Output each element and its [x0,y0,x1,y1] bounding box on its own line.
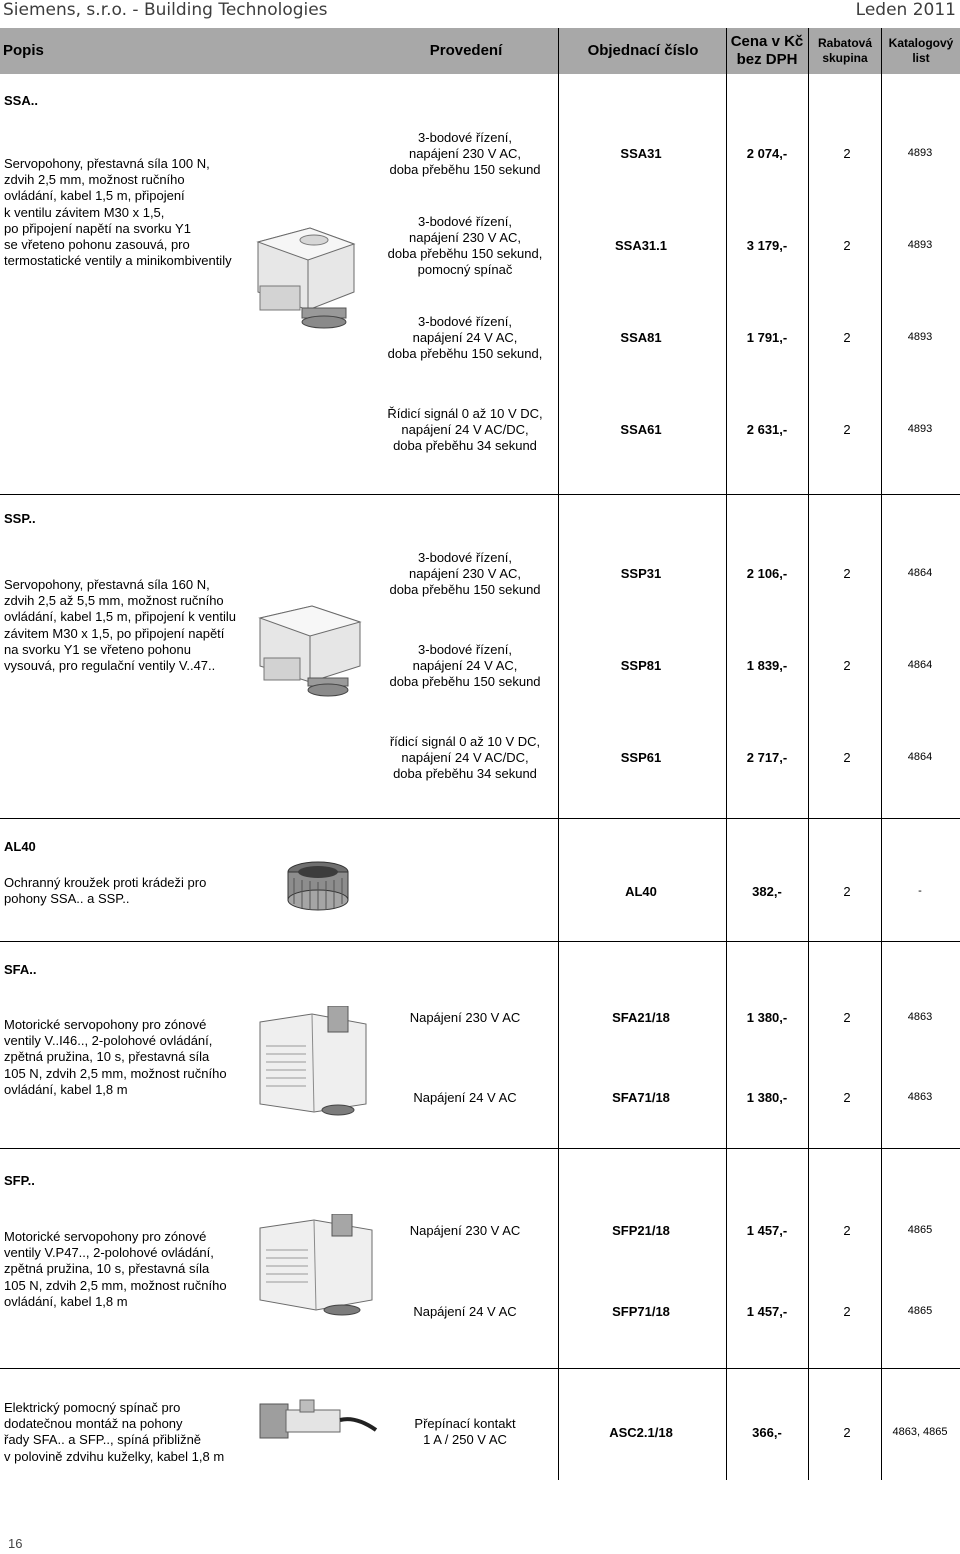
catalog-sheet: 4893 [907,147,933,159]
variant-text: Řídicí signál 0 až 10 V DC, napájení 24 V AC/DC, doba přeběhu 34 sekund [387,406,543,453]
table-header [0,28,960,74]
price: 1 380,- [746,1010,788,1025]
discount-group: 2 [843,1223,851,1238]
divider [558,28,559,1480]
document-date: Leden 2011 [855,0,956,20]
col-katalog: Katalogový list [888,36,954,65]
catalog-sheet: 4865 [907,1305,933,1317]
discount-group: 2 [843,750,851,765]
variant-text: 3-bodové řízení, napájení 230 V AC, doba přeběhu 150 sekund [389,550,541,597]
discount-group: 2 [843,238,851,253]
section-title: SFP.. [4,1173,35,1188]
discount-group: 2 [843,146,851,161]
order-number: SFP71/18 [612,1304,670,1319]
price: 1 380,- [746,1090,788,1105]
variant-text: 3-bodové řízení, napájení 24 V AC, doba přeběhu 150 sekund [389,642,541,689]
sfp-actuator-image [256,1214,380,1318]
ssa-actuator-image [250,210,362,334]
catalog-sheet: 4864 [907,751,933,763]
anti-theft-ring-image [282,858,354,914]
col-objednaci: Objednací číslo [587,42,699,59]
company-name: Siemens, s.r.o. - Building Technologies [3,0,328,20]
order-number: SSA31.1 [614,238,668,253]
section-description: Motorické servopohony pro zónové ventily V.P47.., 2-polohové ovládání, zpětná pružina, 10 s, přestavná síla 105 N, zdvih 2,5 mm, možnost ručního ovládání, kabel 1,8 m [4,1229,227,1309]
discount-group: 2 [843,1090,851,1105]
section-description: Servopohony, přestavná síla 160 N, zdvih 2,5 až 5,5 mm, možnost ručního ovládání, kabel 1,5 m, připojení k ventilu závitem M30 x 1,5, po připojení napětí na svorku Y1 se vřeteno pohonu vysouvá, pro regulační ventily V..47.. [4,577,236,674]
divider [808,28,809,1480]
price: 1 791,- [746,330,788,345]
catalog-sheet: 4893 [907,331,933,343]
discount-group: 2 [843,330,851,345]
order-number: SSP31 [620,566,662,581]
auxiliary-switch-image [256,1396,380,1446]
ssp-actuator-image [254,596,366,700]
discount-group: 2 [843,1010,851,1025]
catalog-sheet: 4893 [907,239,933,251]
section-separator [0,1368,960,1369]
col-popis: Popis [3,42,44,59]
divider [726,28,727,1480]
variant-text: Napájení 24 V AC [413,1090,517,1105]
variant-text: řídicí signál 0 až 10 V DC, napájení 24 V AC/DC, doba přeběhu 34 sekund [389,734,541,781]
order-number: ASC2.1/18 [609,1425,673,1440]
discount-group: 2 [843,566,851,581]
order-number: SFP21/18 [612,1223,670,1238]
price: 1 457,- [746,1304,788,1319]
discount-group: 2 [843,1425,851,1440]
section-separator [0,941,960,942]
price: 2 074,- [746,146,788,161]
variant-text: Přepínací kontakt 1 A / 250 V AC [414,1416,516,1447]
price: 2 631,- [746,422,788,437]
catalog-sheet: - [918,885,922,897]
col-rabat: Rabatová skupina [817,36,873,65]
order-number: SFA21/18 [612,1010,670,1025]
order-number: SSP61 [620,750,662,765]
price: 2 717,- [746,750,788,765]
variant-text: 3-bodové řízení, napájení 230 V AC, doba přeběhu 150 sekund, pomocný spínač [387,214,543,277]
catalog-sheet: 4864 [907,567,933,579]
catalog-sheet: 4893 [907,423,933,435]
section-description: Motorické servopohony pro zónové ventily V..I46.., 2-polohové ovládání, zpětná pružina, 10 s, přestavná síla 105 N, zdvih 2,5 mm, možnost ručního ovládání, kabel 1,8 m [4,1017,227,1097]
discount-group: 2 [843,658,851,673]
order-number: SSA81 [620,330,662,345]
price: 3 179,- [746,238,788,253]
catalog-sheet: 4865 [907,1224,933,1236]
discount-group: 2 [843,1304,851,1319]
col-cena: Cena v Kč bez DPH [730,33,804,68]
sfa-actuator-image [256,1006,376,1118]
catalog-sheet: 4863 [907,1011,933,1023]
section-description: Servopohony, přestavná síla 100 N, zdvih 2,5 mm, možnost ručního ovládání, kabel 1,5 m, připojení k ventilu závitem M30 x 1,5, po připojení napětí na svorku Y1 se vřeteno pohonu zasouvá, pro termostatické ventily a minikombiventily [4,156,232,269]
section-description: Ochranný kroužek proti krádeži pro pohony SSA.. a SSP.. [4,875,207,907]
variant-text: Napájení 230 V AC [409,1010,521,1025]
variant-text: 3-bodové řízení, napájení 230 V AC, doba přeběhu 150 sekund [389,130,541,177]
variant-text: 3-bodové řízení, napájení 24 V AC, doba přeběhu 150 sekund, [387,314,543,361]
section-title: SSP.. [4,511,36,526]
page-header [0,0,960,24]
catalog-sheet: 4863, 4865 [892,1426,948,1438]
section-title: SSA.. [4,93,38,108]
section-separator [0,494,960,495]
divider [881,28,882,1480]
section-separator [0,818,960,819]
section-title: SFA.. [4,962,37,977]
section-separator [0,1148,960,1149]
price: 382,- [752,884,782,899]
col-provedeni: Provedení [429,42,503,59]
section-description: Elektrický pomocný spínač pro dodatečnou montáž na pohony řady SFA.. a SFP.., spíná přibližně v polovině zdvihu kuželky, kabel 1,8 m [4,1400,225,1464]
price: 1 839,- [746,658,788,673]
page-number: 16 [8,1536,23,1551]
section-title: AL40 [4,839,36,854]
catalog-sheet: 4864 [907,659,933,671]
discount-group: 2 [843,422,851,437]
discount-group: 2 [843,884,851,899]
price: 366,- [752,1425,782,1440]
order-number: AL40 [625,884,657,899]
variant-text: Napájení 24 V AC [413,1304,517,1319]
order-number: SFA71/18 [612,1090,670,1105]
order-number: SSP81 [620,658,662,673]
price: 1 457,- [746,1223,788,1238]
variant-text: Napájení 230 V AC [409,1223,521,1238]
catalog-sheet: 4863 [907,1091,933,1103]
order-number: SSA61 [620,422,662,437]
order-number: SSA31 [620,146,662,161]
price: 2 106,- [746,566,788,581]
